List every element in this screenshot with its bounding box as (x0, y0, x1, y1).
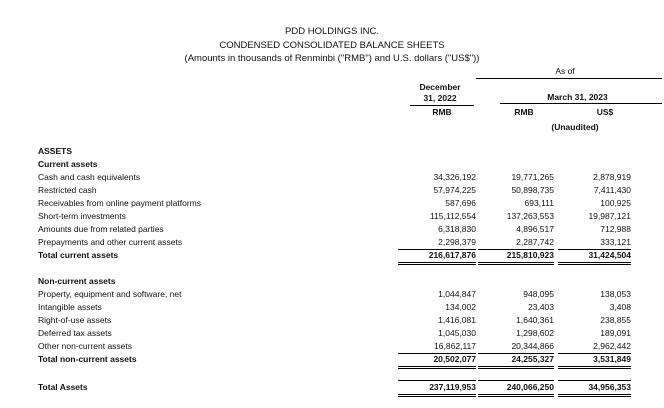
section-label: ASSETS (38, 146, 73, 156)
table-row (0, 236, 664, 249)
as-of-header: As of (555, 66, 575, 76)
total-row (0, 353, 664, 366)
december-header-line2: 31, 2022 (423, 93, 457, 103)
value-dec-rmb: 57,974,225 (433, 185, 476, 195)
table-row (0, 301, 664, 314)
row-label: Deferred tax assets (38, 328, 112, 338)
value-mar-rmb: 24,255,327 (478, 353, 554, 369)
value-dec-rmb: 115,112,554 (429, 211, 476, 221)
value-dec-rmb: 1,044,847 (438, 289, 476, 299)
value-mar-usd: 31,424,504 (558, 249, 631, 265)
table-row (0, 210, 664, 223)
table-row (0, 223, 664, 236)
statement-title: CONDENSED CONSOLIDATED BALANCE SHEETS (219, 40, 445, 51)
value-mar-usd: 2,962,442 (558, 340, 631, 354)
row-label: Intangible assets (38, 302, 102, 312)
value-dec-rmb: 20,502,077 (398, 353, 476, 369)
march-rule (500, 103, 662, 104)
unaudited-note: (Unaudited) (551, 122, 599, 132)
value-dec-rmb: 216,617,876 (398, 249, 476, 265)
value-dec-rmb: 587,696 (445, 198, 476, 208)
currency-rmb-dec: RMB (432, 107, 452, 117)
december-rule (410, 105, 474, 106)
company-name: PDD HOLDINGS INC. (285, 26, 379, 37)
value-mar-rmb: 20,344,866 (478, 340, 554, 354)
value-dec-rmb: 1,416,081 (438, 315, 476, 325)
table-row (0, 314, 664, 327)
section-label: Current assets (38, 159, 98, 169)
december-header (395, 82, 485, 104)
row-label: Property, equipment and software, net (38, 289, 182, 299)
section-label: Non-current assets (38, 276, 116, 286)
value-mar-rmb: 19,771,265 (511, 172, 554, 182)
value-mar-usd: 100,925 (600, 198, 631, 208)
section-noncurrent (0, 275, 664, 288)
table-row (0, 184, 664, 197)
section-current (0, 158, 664, 171)
table-row (0, 288, 664, 301)
value-mar-usd: 7,411,430 (593, 185, 631, 195)
currency-rmb-mar: RMB (514, 107, 534, 117)
row-label: Other non-current assets (38, 341, 133, 351)
row-label: Cash and cash equivalents (38, 172, 141, 182)
march-header: March 31, 2023 (547, 92, 608, 102)
row-label: Short-term investments (38, 211, 126, 221)
december-header-line1: December (419, 82, 461, 92)
value-mar-usd: 3,531,849 (558, 353, 631, 369)
value-mar-rmb: 2,287,742 (478, 236, 554, 250)
value-mar-rmb: 693,111 (524, 198, 554, 208)
value-mar-usd: 238,855 (600, 315, 631, 325)
value-dec-rmb: 34,326,192 (433, 172, 476, 182)
value-dec-rmb: 134,002 (445, 302, 476, 312)
value-mar-rmb: 23,403 (528, 302, 554, 312)
value-mar-usd: 189,091 (600, 328, 631, 338)
row-label: Prepayments and other current assets (38, 237, 183, 247)
value-dec-rmb: 1,045,030 (438, 328, 476, 338)
value-mar-rmb: 215,810,923 (478, 249, 554, 265)
value-mar-usd: 34,956,353 (558, 381, 631, 397)
grand-total-row (0, 381, 664, 394)
row-label: Receivables from online payment platforms (38, 198, 201, 208)
table-row (0, 327, 664, 340)
row-label: Total non-current assets (38, 354, 137, 364)
row-label: Total Assets (38, 382, 88, 392)
value-mar-rmb: 1,640,361 (516, 315, 554, 325)
row-label: Total current assets (38, 250, 119, 260)
value-mar-rmb: 50,898,735 (511, 185, 554, 195)
currency-usd-mar: US$ (596, 107, 614, 117)
value-dec-rmb: 16,862,117 (398, 340, 476, 354)
value-mar-usd: 3,408 (609, 302, 631, 312)
table-row (0, 171, 664, 184)
value-mar-rmb: 948,095 (523, 289, 554, 299)
value-mar-rmb: 1,298,602 (516, 328, 554, 338)
value-mar-usd: 333,121 (558, 236, 631, 250)
value-mar-rmb: 240,066,250 (478, 381, 554, 397)
value-dec-rmb: 237,119,953 (398, 381, 476, 397)
table-row (0, 340, 664, 353)
value-dec-rmb: 6,318,830 (438, 224, 476, 234)
total-row (0, 249, 664, 262)
value-mar-usd: 19,987,121 (588, 211, 631, 221)
section-assets (0, 145, 664, 158)
value-mar-usd: 2,878,919 (593, 172, 631, 182)
as-of-rule (476, 78, 662, 79)
row-label: Restricted cash (38, 185, 97, 195)
row-label: Right-of-use assets (38, 315, 112, 325)
value-mar-rmb: 137,263,553 (506, 211, 554, 221)
value-dec-rmb: 2,298,379 (398, 236, 476, 250)
value-mar-usd: 712,988 (600, 224, 631, 234)
value-mar-usd: 138,053 (600, 289, 631, 299)
table-row (0, 197, 664, 210)
row-label: Amounts due from related parties (38, 224, 164, 234)
value-mar-rmb: 4,896,517 (516, 224, 554, 234)
units-note: (Amounts in thousands of Renminbi ("RMB") and U.S. dollars ("US$")) (184, 53, 480, 64)
